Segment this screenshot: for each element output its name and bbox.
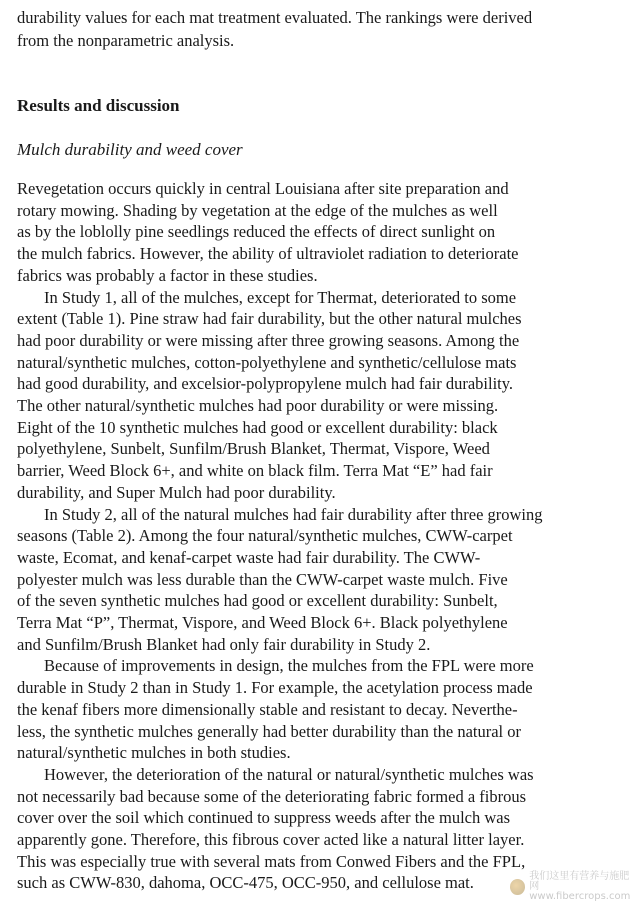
intro-line-1: durability values for each mat treatment evaluated. The rankings were derived [17,8,533,27]
body-line: In Study 2, all of the natural mulches had fair durability after three growing [44,504,543,524]
watermark-logo-icon [510,879,525,895]
body-line: natural/synthetic mulches in both studies. [17,743,291,763]
body-line: had poor durability or were missing after three growing seasons. Among the [17,330,520,350]
body-line: durable in Study 2 than in Study 1. For example, the acetylation process made [17,678,533,698]
body-line: the mulch fabrics. However, the ability of ultraviolet radiation to deteriorate [17,244,519,264]
body-line: rotary mowing. Shading by vegetation at the edge of the mulches as well [17,200,498,220]
body-line: such as CWW-830, dahoma, OCC-475, OCC-950, and cellulose mat. [17,873,474,893]
body-line: durability, and Super Mulch had poor durability. [17,482,336,502]
section-heading: Results and discussion [17,96,180,115]
body-line: the kenaf fibers more dimensionally stable and resistant to decay. Neverthe- [17,699,518,719]
body-line: The other natural/synthetic mulches had poor durability or were missing. [17,396,499,415]
body-line: natural/synthetic mulches, cotton-polyethylene and synthetic/cellulose mats [17,352,517,372]
body-line: had good durability, and excelsior-polypropylene mulch had fair durability. [17,374,514,394]
body-line: waste, Ecomat, and kenaf-carpet waste had fair durability. The CWW- [17,547,481,567]
body-line: barrier, Weed Block 6+, and white on black film. Terra Mat “E” had fair [17,461,493,481]
body-line: fabrics was probably a factor in these studies. [17,265,318,285]
body-line: seasons (Table 2). Among the four natural/synthetic mulches, CWW-carpet [17,526,513,546]
body-line: and Sunfilm/Brush Blanket had only fair durability in Study 2. [17,634,431,654]
watermark-line-1: 我们这里有营养与施肥网 [529,871,630,892]
watermark [510,871,634,902]
subsection-heading: Mulch durability and weed cover [17,140,243,159]
body-line: Because of improvements in design, the mulches from the FPL were more [44,656,534,676]
body-line: polyethylene, Sunbelt, Sunfilm/Brush Blanket, Thermat, Vispore, Weed [17,439,490,459]
body-line: apparently gone. Therefore, this fibrous cover acted like a natural litter layer. [17,830,525,849]
body-line: extent (Table 1). Pine straw had fair durability, but the other natural mulches [17,309,522,329]
intro-line-2: from the nonparametric analysis. [17,31,235,50]
body-line: In Study 1, all of the mulches, except for Thermat, deteriorated to some [44,287,517,307]
body-line: cover over the soil which continued to suppress weeds after the mulch was [17,808,511,828]
body-line: This was especially true with several mats from Conwed Fibers and the FPL, [17,851,526,871]
body-line: as by the loblolly pine seedlings reduced the effects of direct sunlight on [17,222,496,242]
body-line: of the seven synthetic mulches had good or excellent durability: Sunbelt, [17,591,498,611]
body-line: polyester mulch was less durable than the CWW-carpet waste mulch. Five [17,569,508,589]
body-line: less, the synthetic mulches generally had better durability than the natural or [17,721,522,741]
body-line: Terra Mat “P”, Thermat, Vispore, and Weed Block 6+. Black polyethylene [17,613,508,632]
body-line: Revegetation occurs quickly in central Louisiana after site preparation and [17,179,509,198]
body-line: However, the deterioration of the natural or natural/synthetic mulches was [44,764,534,784]
watermark-line-2: www.fibercrops.com [529,891,631,902]
body-line: Eight of the 10 synthetic mulches had good or excellent durability: black [17,417,498,437]
body-line: not necessarily bad because some of the deteriorating fabric formed a fibrous [17,786,527,806]
